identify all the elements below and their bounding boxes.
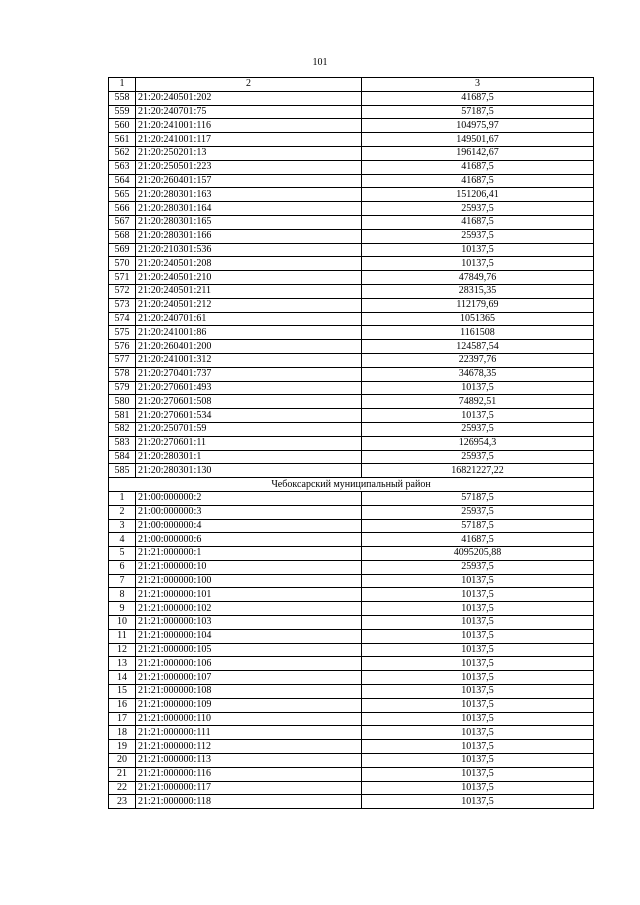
table-row: [109, 726, 594, 740]
row-number: 560: [109, 119, 136, 133]
cadastral-number: 21:21:000000:112: [136, 740, 362, 754]
cadastral-number: 21:20:240501:210: [136, 271, 362, 285]
cadastral-value: 57187,5: [362, 105, 594, 119]
cadastral-value: 124587,54: [362, 340, 594, 354]
table-row: [109, 754, 594, 768]
table-row: [109, 602, 594, 616]
cadastral-value: 151206,41: [362, 188, 594, 202]
cadastral-value: 34678,35: [362, 367, 594, 381]
row-number: 16: [109, 698, 136, 712]
cadastral-number: 21:21:000000:106: [136, 657, 362, 671]
cadastral-value: 41687,5: [362, 160, 594, 174]
cadastral-value: 10137,5: [362, 754, 594, 768]
table-row: [109, 491, 594, 505]
cadastral-number: 21:20:260401:157: [136, 174, 362, 188]
row-number: 558: [109, 91, 136, 105]
row-number: 570: [109, 257, 136, 271]
cadastral-value: 10137,5: [362, 726, 594, 740]
cadastral-value: 10137,5: [362, 657, 594, 671]
cadastral-number: 21:00:000000:6: [136, 533, 362, 547]
table-row: [109, 671, 594, 685]
cadastral-number: 21:20:280301:1: [136, 450, 362, 464]
cadastral-number: 21:21:000000:107: [136, 671, 362, 685]
cadastral-value: 74892,51: [362, 395, 594, 409]
cadastral-number: 21:21:000000:103: [136, 616, 362, 630]
row-number: 565: [109, 188, 136, 202]
cadastral-value: 10137,5: [362, 257, 594, 271]
cadastral-number: 21:20:240501:212: [136, 298, 362, 312]
cadastral-value: 16821227,22: [362, 464, 594, 478]
cadastral-number: 21:20:280301:164: [136, 202, 362, 216]
row-number: 5: [109, 547, 136, 561]
row-number: 7: [109, 574, 136, 588]
cadastral-number: 21:21:000000:109: [136, 698, 362, 712]
row-number: 578: [109, 367, 136, 381]
cadastral-number: 21:21:000000:101: [136, 588, 362, 602]
row-number: 568: [109, 229, 136, 243]
row-number: 563: [109, 160, 136, 174]
cadastral-number: 21:20:280301:166: [136, 229, 362, 243]
cadastral-number: 21:20:250701:59: [136, 422, 362, 436]
cadastral-value: 112179,69: [362, 298, 594, 312]
row-number: 562: [109, 146, 136, 160]
row-number: 573: [109, 298, 136, 312]
cadastral-number: 21:20:240501:202: [136, 91, 362, 105]
row-number: 1: [109, 491, 136, 505]
cadastral-value: 28315,35: [362, 284, 594, 298]
table-row: [109, 409, 594, 423]
row-number: 23: [109, 795, 136, 809]
row-number: 567: [109, 215, 136, 229]
table-row: [109, 533, 594, 547]
row-number: 571: [109, 271, 136, 285]
table-row: [109, 312, 594, 326]
cadastral-value: 1051365: [362, 312, 594, 326]
cadastral-number: 21:20:241001:86: [136, 326, 362, 340]
table-row: [109, 271, 594, 285]
cadastral-number: 21:21:000000:113: [136, 754, 362, 768]
cadastral-value: 57187,5: [362, 519, 594, 533]
table-row: [109, 643, 594, 657]
row-number: 577: [109, 353, 136, 367]
cadastral-value: 10137,5: [362, 643, 594, 657]
cadastral-value-table: [108, 77, 594, 809]
row-number: 2: [109, 505, 136, 519]
cadastral-value: 10137,5: [362, 767, 594, 781]
cadastral-number: 21:21:000000:104: [136, 629, 362, 643]
table-row: [109, 188, 594, 202]
cadastral-number: 21:21:000000:1: [136, 547, 362, 561]
row-number: 8: [109, 588, 136, 602]
table-row: [109, 202, 594, 216]
cadastral-number: 21:21:000000:108: [136, 685, 362, 699]
row-number: 579: [109, 381, 136, 395]
cadastral-value: 41687,5: [362, 91, 594, 105]
row-number: 583: [109, 436, 136, 450]
table-row: [109, 422, 594, 436]
cadastral-value: 41687,5: [362, 533, 594, 547]
table-row: [109, 395, 594, 409]
table-row: [109, 712, 594, 726]
table-row: [109, 243, 594, 257]
row-number: 11: [109, 629, 136, 643]
cadastral-number: 21:20:210301:536: [136, 243, 362, 257]
table-row: [109, 629, 594, 643]
cadastral-number: 21:20:280301:163: [136, 188, 362, 202]
cadastral-value: 196142,67: [362, 146, 594, 160]
cadastral-number: 21:20:270401:737: [136, 367, 362, 381]
cadastral-value: 25937,5: [362, 450, 594, 464]
table-row: [109, 574, 594, 588]
table-row: [109, 381, 594, 395]
row-number: 9: [109, 602, 136, 616]
cadastral-value: 10137,5: [362, 671, 594, 685]
cadastral-number: 21:21:000000:105: [136, 643, 362, 657]
row-number: 574: [109, 312, 136, 326]
cadastral-number: 21:20:240501:211: [136, 284, 362, 298]
cadastral-number: 21:20:250201:13: [136, 146, 362, 160]
section-title: Чебоксарский муниципальный район: [109, 478, 594, 492]
cadastral-number: 21:21:000000:116: [136, 767, 362, 781]
row-number: 18: [109, 726, 136, 740]
cadastral-number: 21:20:280301:130: [136, 464, 362, 478]
cadastral-number: 21:00:000000:4: [136, 519, 362, 533]
table-row: [109, 616, 594, 630]
cadastral-value: 10137,5: [362, 685, 594, 699]
cadastral-number: 21:20:240701:61: [136, 312, 362, 326]
row-number: 6: [109, 560, 136, 574]
table-row: [109, 91, 594, 105]
table-row: [109, 464, 594, 478]
cadastral-number: 21:20:240701:75: [136, 105, 362, 119]
cadastral-value: 4095205,88: [362, 547, 594, 561]
table-row: [109, 326, 594, 340]
cadastral-number: 21:20:270601:493: [136, 381, 362, 395]
cadastral-number: 21:21:000000:100: [136, 574, 362, 588]
table-row: [109, 436, 594, 450]
table-row: [109, 781, 594, 795]
table-row: [109, 519, 594, 533]
cadastral-value: 25937,5: [362, 505, 594, 519]
cadastral-value: 25937,5: [362, 202, 594, 216]
cadastral-value: 104975,97: [362, 119, 594, 133]
cadastral-number: 21:20:280301:165: [136, 215, 362, 229]
row-number: 17: [109, 712, 136, 726]
table-row: [109, 657, 594, 671]
cadastral-value: 10137,5: [362, 409, 594, 423]
cadastral-value: 57187,5: [362, 491, 594, 505]
table-row: [109, 298, 594, 312]
row-number: 572: [109, 284, 136, 298]
table-row: [109, 367, 594, 381]
table-row: [109, 450, 594, 464]
cadastral-number: 21:20:260401:200: [136, 340, 362, 354]
cadastral-value: 25937,5: [362, 422, 594, 436]
cadastral-number: 21:00:000000:3: [136, 505, 362, 519]
cadastral-value: 10137,5: [362, 698, 594, 712]
header-cell-3: 3: [362, 78, 594, 92]
cadastral-value: 126954,3: [362, 436, 594, 450]
cadastral-number: 21:20:270601:534: [136, 409, 362, 423]
table-row: [109, 105, 594, 119]
cadastral-number: 21:20:241001:117: [136, 133, 362, 147]
cadastral-number: 21:20:241001:312: [136, 353, 362, 367]
cadastral-value: 10137,5: [362, 781, 594, 795]
cadastral-value: 10137,5: [362, 712, 594, 726]
cadastral-number: 21:21:000000:10: [136, 560, 362, 574]
header-row: [109, 78, 594, 92]
table-row: [109, 340, 594, 354]
row-number: 21: [109, 767, 136, 781]
table-row: [109, 547, 594, 561]
table-row: [109, 160, 594, 174]
cadastral-number: 21:21:000000:111: [136, 726, 362, 740]
row-number: 20: [109, 754, 136, 768]
table-row: [109, 740, 594, 754]
table-row: [109, 685, 594, 699]
cadastral-value: 10137,5: [362, 795, 594, 809]
cadastral-value: 10137,5: [362, 381, 594, 395]
row-number: 3: [109, 519, 136, 533]
row-number: 575: [109, 326, 136, 340]
header-cell-2: 2: [136, 78, 362, 92]
table-row: [109, 174, 594, 188]
table-row: [109, 560, 594, 574]
cadastral-value: 10137,5: [362, 588, 594, 602]
row-number: 13: [109, 657, 136, 671]
cadastral-number: 21:20:270601:508: [136, 395, 362, 409]
row-number: 559: [109, 105, 136, 119]
cadastral-number: 21:21:000000:102: [136, 602, 362, 616]
table-row: [109, 146, 594, 160]
cadastral-value: 10137,5: [362, 740, 594, 754]
row-number: 566: [109, 202, 136, 216]
row-number: 19: [109, 740, 136, 754]
row-number: 561: [109, 133, 136, 147]
cadastral-number: 21:21:000000:118: [136, 795, 362, 809]
cadastral-number: 21:20:240501:208: [136, 257, 362, 271]
table-body: [109, 78, 594, 809]
cadastral-number: 21:20:250501:223: [136, 160, 362, 174]
row-number: 4: [109, 533, 136, 547]
table-row: [109, 257, 594, 271]
row-number: 584: [109, 450, 136, 464]
table-row: [109, 505, 594, 519]
row-number: 582: [109, 422, 136, 436]
cadastral-value: 22397,76: [362, 353, 594, 367]
cadastral-number: 21:21:000000:117: [136, 781, 362, 795]
cadastral-number: 21:20:270601:11: [136, 436, 362, 450]
row-number: 585: [109, 464, 136, 478]
cadastral-value: 41687,5: [362, 215, 594, 229]
header-cell-1: 1: [109, 78, 136, 92]
table-row: [109, 795, 594, 809]
cadastral-value: 25937,5: [362, 560, 594, 574]
cadastral-value: 10137,5: [362, 616, 594, 630]
cadastral-number: 21:21:000000:110: [136, 712, 362, 726]
row-number: 569: [109, 243, 136, 257]
page-number: 101: [312, 57, 328, 68]
row-number: 14: [109, 671, 136, 685]
cadastral-number: 21:00:000000:2: [136, 491, 362, 505]
table-row: [109, 588, 594, 602]
row-number: 15: [109, 685, 136, 699]
row-number: 12: [109, 643, 136, 657]
row-number: 580: [109, 395, 136, 409]
cadastral-value: 25937,5: [362, 229, 594, 243]
table-row: [109, 119, 594, 133]
table-row: [109, 284, 594, 298]
row-number: 22: [109, 781, 136, 795]
cadastral-value: 10137,5: [362, 602, 594, 616]
row-number: 564: [109, 174, 136, 188]
section-row: [109, 478, 594, 492]
cadastral-value: 149501,67: [362, 133, 594, 147]
cadastral-number: 21:20:241001:116: [136, 119, 362, 133]
cadastral-value: 10137,5: [362, 629, 594, 643]
cadastral-value: 10137,5: [362, 574, 594, 588]
table-row: [109, 229, 594, 243]
row-number: 10: [109, 616, 136, 630]
row-number: 581: [109, 409, 136, 423]
cadastral-value: 10137,5: [362, 243, 594, 257]
table-row: [109, 353, 594, 367]
table-row: [109, 698, 594, 712]
table-row: [109, 215, 594, 229]
cadastral-value: 41687,5: [362, 174, 594, 188]
cadastral-value: 1161508: [362, 326, 594, 340]
row-number: 576: [109, 340, 136, 354]
cadastral-value: 47849,76: [362, 271, 594, 285]
table-row: [109, 767, 594, 781]
table-row: [109, 133, 594, 147]
